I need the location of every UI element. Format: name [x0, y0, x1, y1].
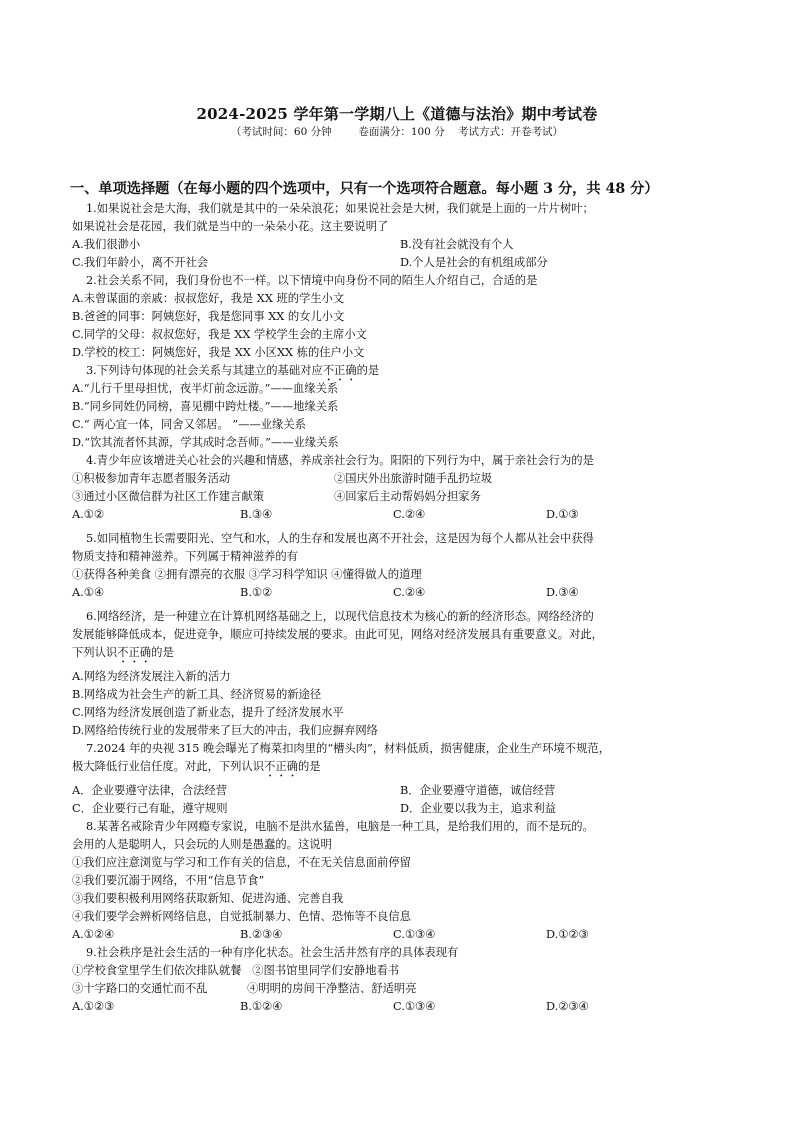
- statement-4: ④回家后主动帮妈妈分担家务: [334, 490, 481, 503]
- option-a: A．企业要遵守法律，合法经营: [72, 784, 228, 797]
- exam-title: 2024-2025 学年第一学期八上《道德与法治》期中考试卷: [196, 105, 598, 123]
- question-1-stem-cont: 如果说社会是花园，我们就是当中的一朵朵小花。这主要说明了: [72, 220, 389, 233]
- question-7-stem-pre: 极大降低行业信任度。对此，下列认识: [72, 760, 265, 773]
- option-d: D.①③: [546, 508, 579, 521]
- option-d: D.“饮其流者怀其源，学其成时念吾师。”——业缘关系: [72, 436, 339, 449]
- question-1-options-row1: [72, 236, 727, 254]
- question-2-stem: 2.社会关系不同，我们身份也不一样。以下情境中向身份不同的陌生人介绍自己，合适的是: [86, 274, 538, 287]
- statement-3: ③通过小区微信群为社区工作建言献策: [72, 490, 265, 503]
- question-7-stem: 7.2024 年的央视 315 晚会曝光了梅菜扣肉里的“槽头肉”，材料低质，损害健康，企业生产环境不规范，: [86, 742, 610, 755]
- option-a: A.“儿行千里母担忧，夜半灯前念远游。”——血缘关系: [72, 382, 339, 395]
- question-9-statements-row2: ③十字路口的交通忙而不乱 ④明明的房间干净整洁、舒适明亮: [72, 982, 417, 995]
- statement-1: ①积极参加青年志愿者服务活动: [72, 472, 231, 485]
- option-c: C.②④: [393, 586, 426, 599]
- section-heading: 一、单项选择题（在每小题的四个选项中，只有一个选项符合题意。每小题 3 分，共 48 分）: [70, 181, 659, 197]
- option-c: C.②④: [393, 508, 426, 521]
- statement-2: ②国庆外出旅游时随手乱扔垃圾: [334, 472, 493, 485]
- option-d: D.①②③: [546, 928, 589, 941]
- option-d: D.②③④: [546, 1000, 589, 1013]
- option-b: B.③④: [240, 508, 273, 521]
- statement-1: ①我们应注意浏览与学习和工作有关的信息，不在无关信息面前停留: [72, 856, 411, 869]
- option-a: A.我们很渺小: [72, 238, 141, 251]
- option-b: B．企业要遵守道德，诚信经营: [400, 784, 556, 797]
- option-c: C.①③④: [393, 1000, 436, 1013]
- statement-3: ③我们要积极利用网络获取新知、促进沟通、完善自我: [72, 892, 344, 905]
- question-3-stem-post: 的是: [356, 364, 380, 377]
- question-3-stem: [72, 362, 727, 380]
- option-d: D.个人是社会的有机组成部分: [400, 256, 548, 269]
- question-8-options: [72, 926, 727, 944]
- statement-4: ④我们要学会辨析网络信息，自觉抵制暴力、色情、恐怖等不良信息: [72, 910, 411, 923]
- option-b: B.①②: [240, 586, 273, 599]
- option-a: A.①④: [72, 586, 105, 599]
- option-c: C．企业要行己有耻，遵守规则: [72, 802, 228, 815]
- statement-2: ②我们要沉溺于网络，不用“信息节食”: [72, 874, 265, 887]
- question-5-statements: ①获得各种美食 ②拥有漂亮的衣服 ③学习科学知识 ④懂得做人的道理: [72, 568, 422, 581]
- question-6-stem-pre: 下列认识: [72, 646, 118, 659]
- emphasis-text: 不正确: [322, 364, 357, 377]
- option-d: D．企业要以我为主，追求利益: [400, 802, 556, 815]
- option-b: B.网络成为社会生产的新工具、经济贸易的新途径: [72, 688, 322, 701]
- option-a: A.网络为经济发展注入新的活力: [72, 670, 231, 683]
- option-a: A.①②: [72, 508, 105, 521]
- option-a: A.①②④: [72, 928, 115, 941]
- question-list: [72, 200, 727, 1016]
- option-c: C.①③④: [393, 928, 436, 941]
- emphasis-text: 不正确: [117, 646, 152, 659]
- question-4-statements-row1: [72, 470, 727, 488]
- question-8-stem: 8.某著名戒除青少年网瘾专家说，电脑不是洪水猛兽，电脑是一种工具，是给我们用的，而不是玩的。: [86, 820, 594, 833]
- question-4-statements-row2: [72, 488, 727, 506]
- question-3-stem-pre: 3.下列诗句体现的社会关系与其建立的基础对应: [86, 364, 323, 377]
- option-a: A.未曾谋面的亲戚：叔叔您好，我是 XX 班的学生小文: [72, 292, 345, 305]
- question-7-options-row1: [72, 782, 727, 800]
- question-8-stem-cont: 会用的人是聪明人，只会玩的人则是愚蠢的。这说明: [72, 838, 332, 851]
- question-9-stem: 9.社会秩序是社会生活的一种有序化状态。社会生活井然有序的具体表现有: [86, 946, 459, 959]
- question-7-stem-post: 的是: [297, 760, 321, 773]
- emphasis-text: 不正确: [264, 760, 298, 773]
- option-b: B.①②④: [240, 1000, 283, 1013]
- option-b: B.没有社会就没有个人: [400, 238, 514, 251]
- option-d: D.学校的校工：阿姨您好，我是 XX 小区XX 栋的住户小文: [72, 346, 365, 359]
- question-6-stem-post: 的是: [151, 646, 174, 659]
- question-1-options-row2: [72, 254, 727, 272]
- option-a: A.①②③: [72, 1000, 115, 1013]
- option-c: C.“ 两心宜一体，同舍又邻居。 ”——业缘关系: [72, 418, 306, 431]
- question-4-options: [72, 506, 727, 524]
- option-c: C.网络为经济发展创造了新业态，提升了经济发展水平: [72, 706, 344, 719]
- exam-info: （考试时间：60 分钟 卷面满分：100 分 考试方式：开卷考试）: [230, 126, 564, 138]
- question-1-stem: 1.如果说社会是大海，我们就是其中的一朵朵浪花；如果说社会是大树，我们就是上面的一片片树叶；: [86, 202, 594, 215]
- option-d: D.③④: [546, 586, 579, 599]
- question-6-stem: 6.网络经济，是一种建立在计算机网络基础之上，以现代信息技术为核心的新的经济形态。网络经济的: [86, 610, 594, 623]
- question-7-stem-cont: [72, 758, 727, 776]
- option-b: B.“同乡同姓仍同榜，喜见棚中跨灶楼。”——地缘关系: [72, 400, 339, 413]
- question-5-stem-cont: 物质支持和精神滋养。下列属于精神滋养的有: [72, 550, 298, 563]
- option-b: B.②③④: [240, 928, 283, 941]
- question-5-options: [72, 584, 727, 602]
- option-c: C.同学的父母：叔叔您好，我是 XX 学校学生会的主席小文: [72, 328, 367, 341]
- question-4-stem: 4.青少年应该增进关心社会的兴趣和情感，养成亲社会行为。阳阳的下列行为中，属于亲社会行为的是: [86, 454, 594, 467]
- option-b: B.爸爸的同事：阿姨您好，我是您同事 XX 的女儿小文: [72, 310, 345, 323]
- question-7-options-row2: [72, 800, 727, 818]
- question-5-stem: 5.如同植物生长需要阳光、空气和水，人的生存和发展也离不开社会，这是因为每个人都从社会中获得: [86, 532, 594, 545]
- question-9-statements-row1: ①学校食堂里学生们依次排队就餐 ②图书馆里同学们安静地看书: [72, 964, 400, 977]
- question-6-stem-end: [72, 644, 727, 662]
- question-9-options: [72, 998, 727, 1016]
- option-c: C.我们年龄小，离不开社会: [72, 256, 209, 269]
- question-6-stem-cont: 发展能够降低成本，促进竞争，顺应可持续发展的要求。由此可见，网络对经济发展具有重要意义。对此，: [72, 628, 603, 641]
- option-d: D.网络给传统行业的发展带来了巨大的冲击，我们应摒弃网络: [72, 724, 378, 737]
